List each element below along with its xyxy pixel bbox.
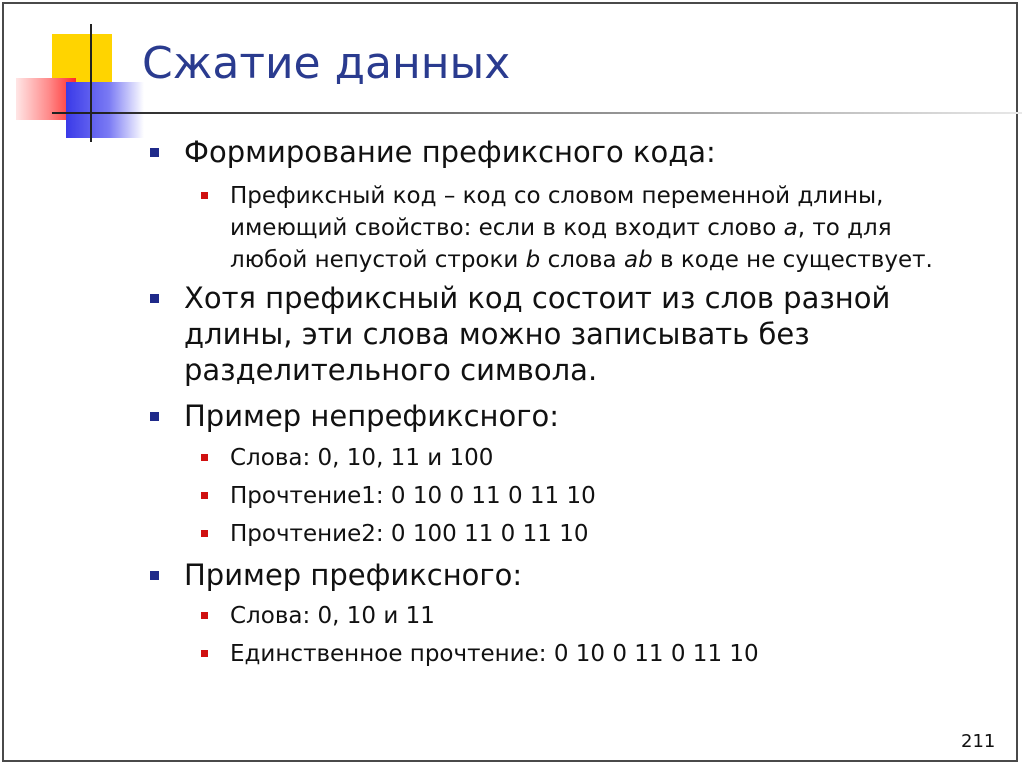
- bullet-text: Префиксный код – код со словом переменной длины,: [230, 183, 884, 209]
- bullet-line: разделительного символа.: [184, 353, 598, 387]
- bullet-line: длины, эти слова можно записывать без: [184, 317, 810, 351]
- italic-term: ab: [623, 247, 653, 273]
- bullet-level2: [230, 180, 933, 276]
- bullet-level2: Прочтение1: 0 10 0 11 0 11 10: [230, 480, 596, 512]
- bullet-text: слова: [540, 247, 624, 273]
- bullet-text: любой непустой строки: [230, 247, 526, 273]
- bullet-level1: [184, 280, 890, 388]
- bullet-level1: Пример префиксного:: [184, 558, 523, 592]
- slide: [2, 2, 1018, 762]
- bullet-line: Хотя префиксный код состоит из слов разной: [184, 281, 891, 315]
- bullet-text: в коде не существует.: [652, 247, 933, 273]
- bullet-level1: Формирование префиксного кода:: [184, 135, 716, 169]
- bullet-level2: Единственное прочтение: 0 10 0 11 0 11 10: [230, 638, 759, 670]
- bullet-level1: Пример непрефиксного:: [184, 399, 559, 433]
- bullet-level2: Прочтение2: 0 100 11 0 11 10: [230, 518, 588, 550]
- bullet-level2: Слова: 0, 10 и 11: [230, 600, 435, 632]
- page-number: 211: [961, 731, 996, 752]
- slide-title: Сжатие данных: [142, 38, 511, 89]
- bullet-text: имеющий свойство: если в код входит слово: [230, 215, 784, 241]
- italic-term: a: [783, 215, 798, 241]
- italic-term: b: [525, 247, 541, 273]
- bullet-text: , то для: [797, 215, 892, 241]
- slide-content: [4, 4, 1016, 760]
- bullet-level2: Слова: 0, 10, 11 и 100: [230, 442, 493, 474]
